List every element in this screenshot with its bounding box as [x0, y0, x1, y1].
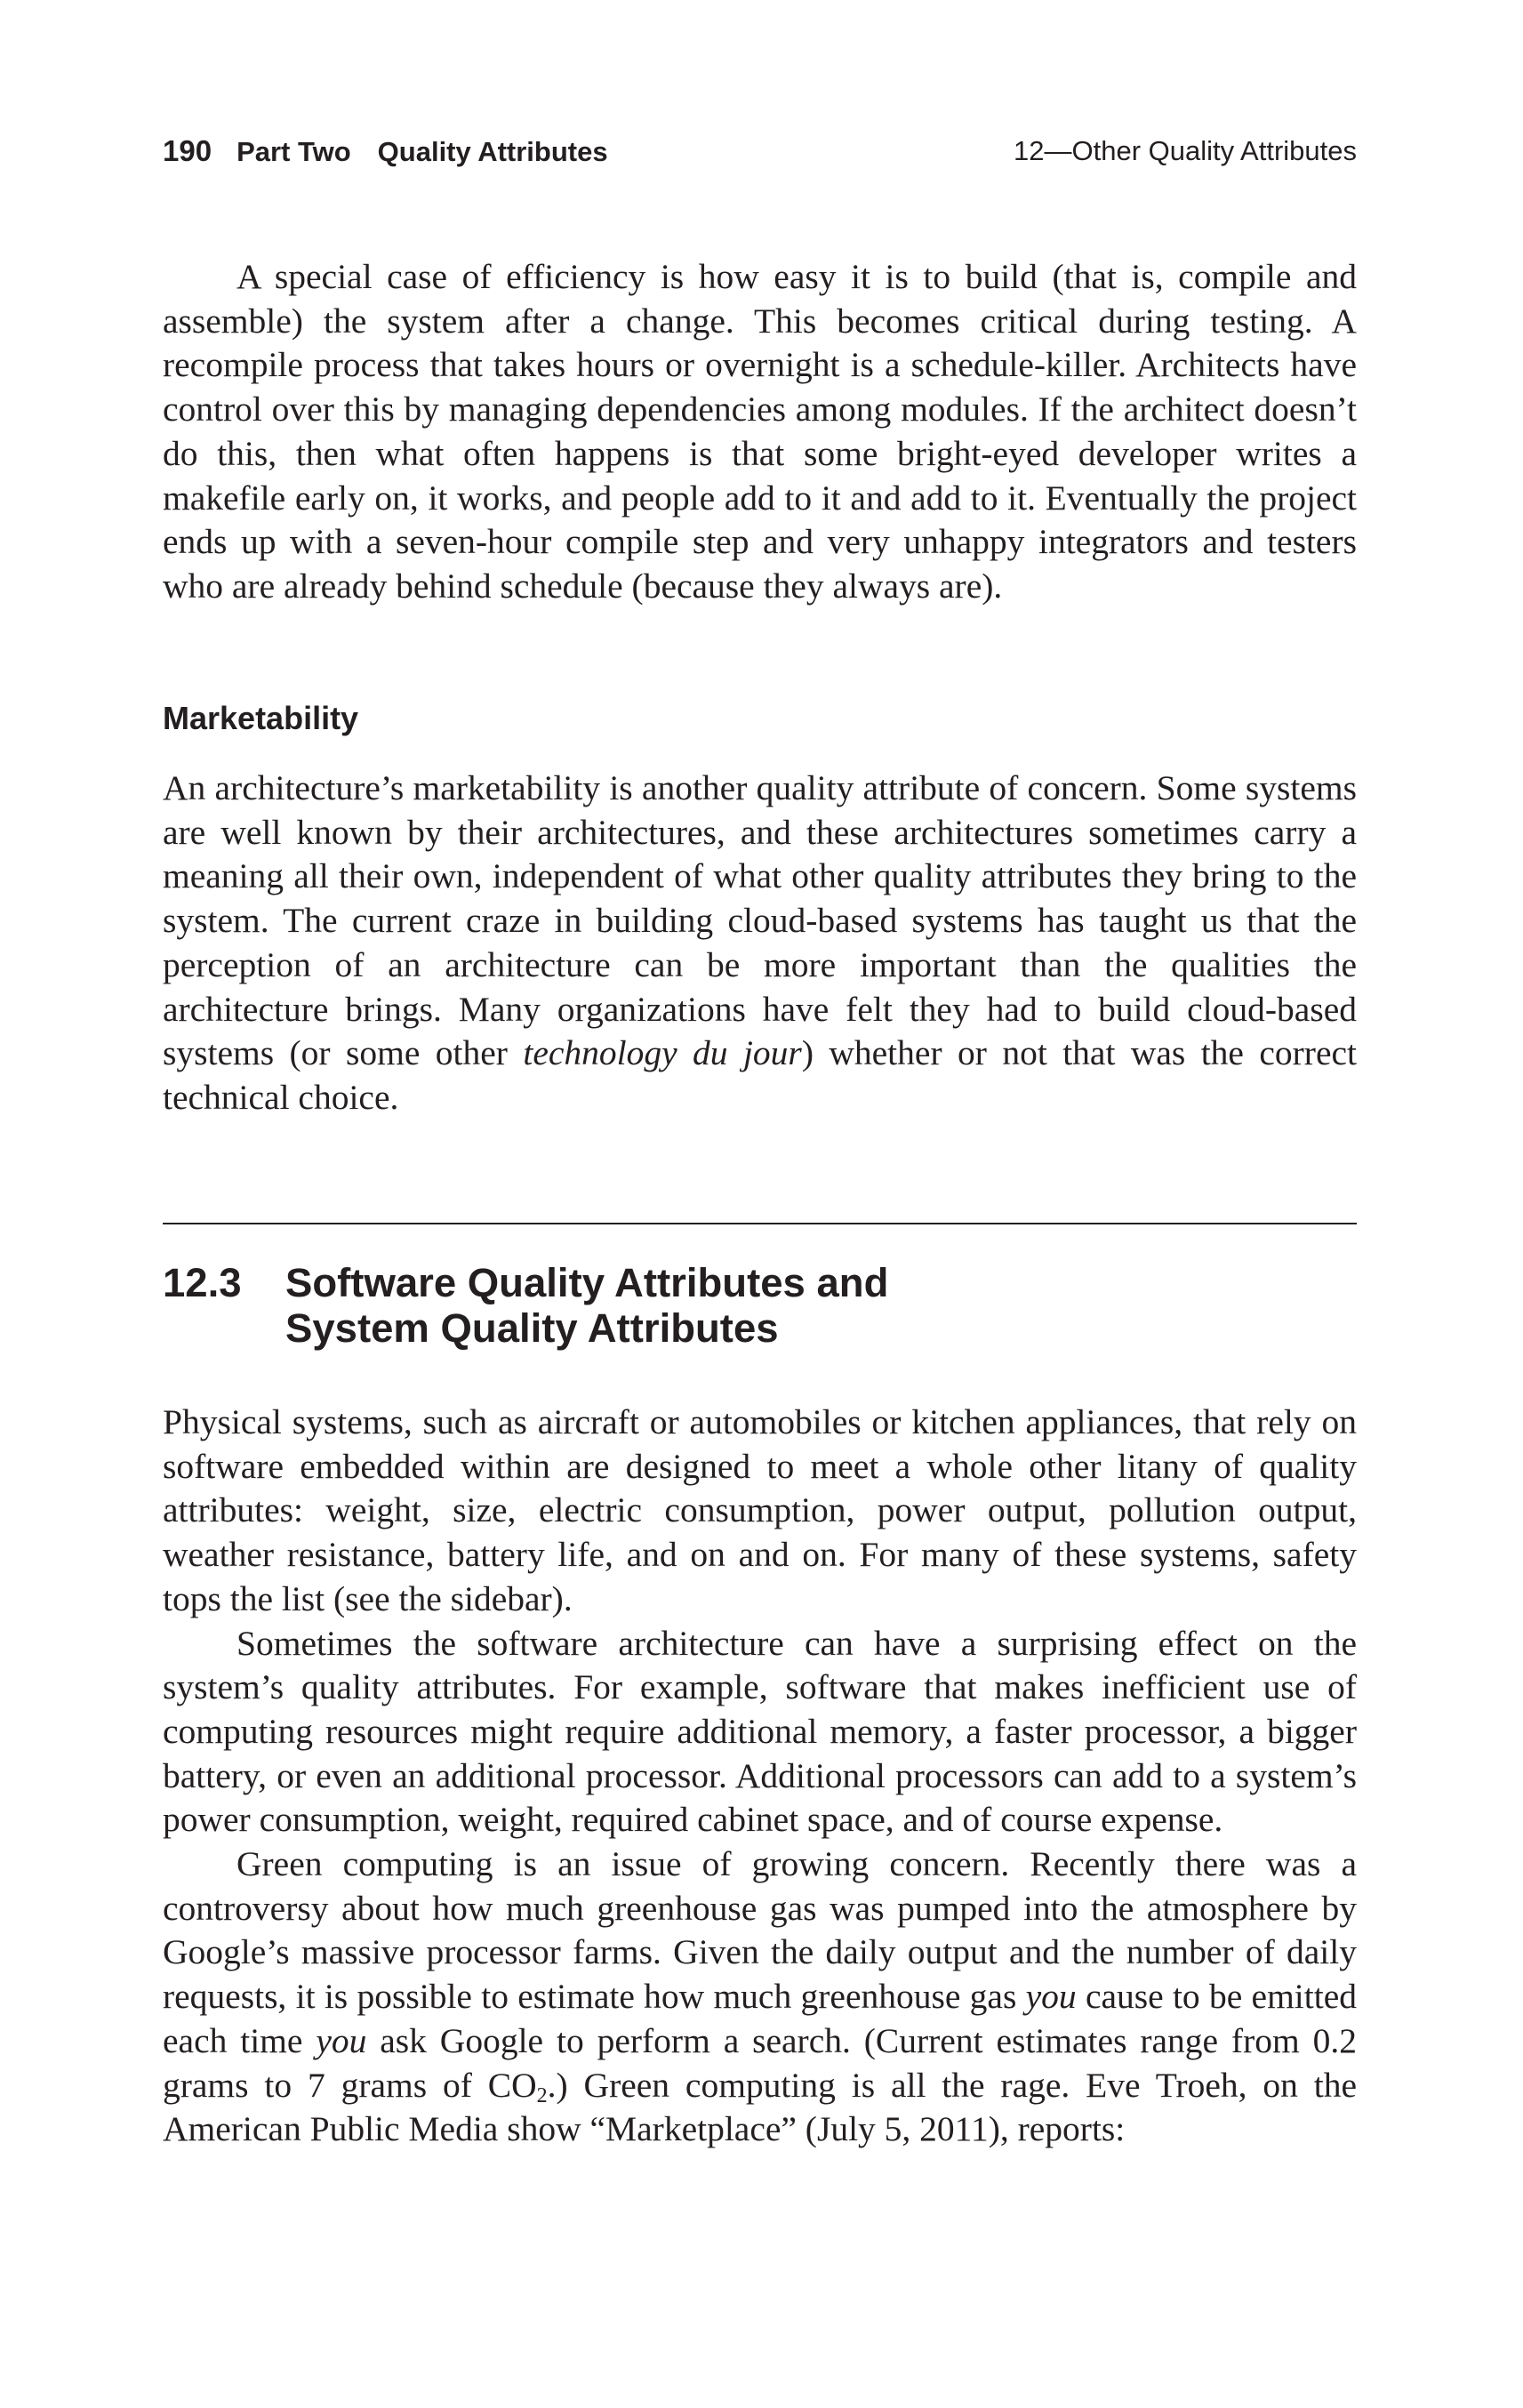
section-paragraph-3 [163, 1842, 1357, 2152]
marketability-paragraph [163, 767, 1357, 1120]
marketability-paragraph-block [163, 767, 1357, 1120]
paragraph-3-you-2: you [316, 2020, 367, 2060]
efficiency-paragraph: A special case of efficiency is how easy it is to build (that is, compile and assemble) the system after a change. This becomes critical during testing. A recompile process that takes hours or overnight is a schedule-killer. Architects have control over this by managing dependencies among modules. If the architect doesn’t do this, then what often happens is that some bright-eyed developer writes a makefile early on, it works, and people add to it and add to it. Eventually the project ends up with a seven-hour compile step and very unhappy integrators and testers who are already behind schedule (because they always are). [163, 257, 1357, 606]
page-number: 190 [163, 134, 212, 167]
paragraph-3-part-c: ask Google to perform a search. (Current estimates range from 0.2 grams to 7 grams of CO [163, 2020, 1357, 2105]
part-label: Part Two [236, 136, 351, 167]
section-paragraph-2: Sometimes the software architecture can have a surprising effect on the system’s quality attributes. For example, software that makes inefficient use of computing resources might require additional memory, a faster processor, a bigger battery, or even an additional processor. Additional processors can add to a system’s power consumption, weight, required cabinet space, and of course expense. [163, 1623, 1357, 1840]
section-body [163, 1401, 1357, 2152]
section-paragraph-1: Physical systems, such as aircraft or automobiles or kitchen appliances, that rely on software embedded within are designed to meet a whole other litany of quality attributes: weight, size, electric consumption, power output, pollution output, weather resistance, battery life, and on and on. For many of these systems, safety tops the list (see the sidebar). [163, 1402, 1357, 1618]
paragraph-3-part-a: Green computing is an issue of growing concern. Recently there was a controversy about how much greenhouse gas was pumped into the atmosphere by Google’s massive processor farms. Given the daily output and the number of daily requests, it is possible to estimate how much greenhouse gas [163, 1844, 1357, 2017]
section-title-line-2: System Quality Attributes [285, 1305, 779, 1351]
marketability-subsection [163, 699, 1357, 738]
paragraph-3-you-1: you [1025, 1977, 1077, 2017]
chapter-title: 12—Other Quality Attributes [1014, 135, 1357, 166]
marketability-heading: Marketability [163, 700, 359, 736]
running-head [163, 133, 1357, 169]
efficiency-paragraph-block [163, 255, 1357, 609]
section-title-line-1: Software Quality Attributes and [285, 1260, 889, 1305]
marketability-text-before: An architecture’s marketability is another quality attribute of concern. Some systems are well known by their architectures, and these architectures sometimes carry a meaning all their own, independent of what other quality attributes they bring to the system. The current craze in building cloud-based systems has taught us that the perception of an architecture can be more important than the qualities the architecture brings. Many organizations have felt they had to build cloud-based systems (or some other [163, 768, 1357, 1073]
section-divider [163, 1223, 1357, 1224]
marketability-emphasis: technology du jour [523, 1033, 802, 1073]
section-title [285, 1260, 1263, 1351]
part-title: Quality Attributes [377, 136, 608, 167]
paragraph-3-part-d: .) Green computing is all the rage. Eve Troeh, on the American Public Media show “Marketplace” (July 5, 2011), reports: [163, 2065, 1357, 2149]
paragraph-3-part-b: cause to be emitted each time [163, 1977, 1357, 2060]
marketability-text-after: ) whether or not that was the correct technical choice. [163, 1033, 1357, 1117]
section-number: 12.3 [163, 1260, 242, 1305]
running-head-left [163, 133, 608, 170]
co2-subscript: 2 [536, 2083, 548, 2107]
